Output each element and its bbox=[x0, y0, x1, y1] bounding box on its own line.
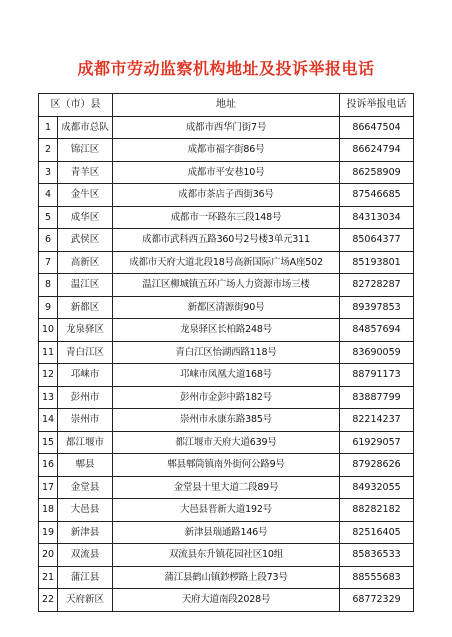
address-cell: 温江区柳城镇五环广场人力资源市场三楼 bbox=[113, 274, 340, 297]
table-row bbox=[39, 341, 414, 364]
district-cell: 新津县 bbox=[58, 521, 113, 544]
phone-cell: 84857694 bbox=[340, 319, 414, 342]
table-row bbox=[39, 274, 414, 297]
phone-cell: 86258909 bbox=[340, 161, 414, 184]
address-cell: 双流县东升镇花园社区10组 bbox=[113, 544, 340, 567]
row-number: 22 bbox=[39, 589, 58, 612]
address-cell: 蒲江县鹤山镇鈔椤路上段73号 bbox=[113, 566, 340, 589]
address-cell: 成都市平安巷10号 bbox=[113, 161, 340, 184]
row-number: 14 bbox=[39, 409, 58, 432]
district-cell: 高新区 bbox=[58, 251, 113, 274]
row-number: 5 bbox=[39, 206, 58, 229]
address-cell: 成都市茶店子西街36号 bbox=[113, 184, 340, 207]
table-header-row bbox=[39, 94, 414, 117]
row-number: 13 bbox=[39, 386, 58, 409]
district-cell: 都江堰市 bbox=[58, 431, 113, 454]
table-row bbox=[39, 521, 414, 544]
table-row bbox=[39, 409, 414, 432]
address-cell: 新津县瑞通路146号 bbox=[113, 521, 340, 544]
table-row bbox=[39, 184, 414, 207]
address-cell: 金堂县十里大道二段89号 bbox=[113, 476, 340, 499]
district-cell: 郫县 bbox=[58, 454, 113, 477]
phone-cell: 61929057 bbox=[340, 431, 414, 454]
district-cell: 彭州市 bbox=[58, 386, 113, 409]
row-number: 16 bbox=[39, 454, 58, 477]
document-title: 成都市劳动监察机构地址及投诉举报电话 bbox=[77, 59, 375, 78]
phone-cell: 68772329 bbox=[340, 589, 414, 612]
row-number: 6 bbox=[39, 229, 58, 252]
table-row bbox=[39, 229, 414, 252]
row-number: 18 bbox=[39, 499, 58, 522]
district-cell: 大邑县 bbox=[58, 499, 113, 522]
header-address: 地址 bbox=[113, 94, 340, 117]
phone-cell: 82516405 bbox=[340, 521, 414, 544]
phone-cell: 88791173 bbox=[340, 364, 414, 387]
address-cell: 成都市福字街86号 bbox=[113, 139, 340, 162]
phone-cell: 88282182 bbox=[340, 499, 414, 522]
table-row bbox=[39, 116, 414, 139]
phone-cell: 87546685 bbox=[340, 184, 414, 207]
table-row bbox=[39, 364, 414, 387]
row-number: 7 bbox=[39, 251, 58, 274]
address-cell: 天府大道南段2028号 bbox=[113, 589, 340, 612]
district-cell: 天府新区 bbox=[58, 589, 113, 612]
complaint-contacts-table bbox=[38, 93, 414, 612]
district-cell: 蒲江县 bbox=[58, 566, 113, 589]
address-cell: 青白江区怡湖西路118号 bbox=[113, 341, 340, 364]
district-cell: 金堂县 bbox=[58, 476, 113, 499]
table-row bbox=[39, 386, 414, 409]
row-number: 10 bbox=[39, 319, 58, 342]
table-row bbox=[39, 296, 414, 319]
address-cell: 成都市西华门街7号 bbox=[113, 116, 340, 139]
district-cell: 新都区 bbox=[58, 296, 113, 319]
table-row bbox=[39, 319, 414, 342]
table-row bbox=[39, 139, 414, 162]
district-cell: 青羊区 bbox=[58, 161, 113, 184]
phone-cell: 87928626 bbox=[340, 454, 414, 477]
phone-cell: 89397853 bbox=[340, 296, 414, 319]
district-cell: 邛崃市 bbox=[58, 364, 113, 387]
address-cell: 龙泉驿区长柏路248号 bbox=[113, 319, 340, 342]
row-number: 11 bbox=[39, 341, 58, 364]
header-phone: 投诉举报电话 bbox=[340, 94, 414, 117]
district-cell: 崇州市 bbox=[58, 409, 113, 432]
table-row bbox=[39, 566, 414, 589]
district-cell: 温江区 bbox=[58, 274, 113, 297]
district-cell: 成华区 bbox=[58, 206, 113, 229]
address-cell: 新都区清源街90号 bbox=[113, 296, 340, 319]
table-row bbox=[39, 499, 414, 522]
address-cell: 都江堰市天府大道639号 bbox=[113, 431, 340, 454]
row-number: 20 bbox=[39, 544, 58, 567]
row-number: 17 bbox=[39, 476, 58, 499]
address-cell: 崇州市永康东路385号 bbox=[113, 409, 340, 432]
row-number: 15 bbox=[39, 431, 58, 454]
row-number: 8 bbox=[39, 274, 58, 297]
row-number: 2 bbox=[39, 139, 58, 162]
address-cell: 邛崃市凤凰大道168号 bbox=[113, 364, 340, 387]
district-cell: 青白江区 bbox=[58, 341, 113, 364]
address-cell: 彭州市金彭中路182号 bbox=[113, 386, 340, 409]
phone-cell: 86647504 bbox=[340, 116, 414, 139]
table-row bbox=[39, 161, 414, 184]
row-number: 19 bbox=[39, 521, 58, 544]
district-cell: 金牛区 bbox=[58, 184, 113, 207]
district-cell: 双流县 bbox=[58, 544, 113, 567]
row-number: 4 bbox=[39, 184, 58, 207]
district-cell: 锦江区 bbox=[58, 139, 113, 162]
address-cell: 大邑县晋新大道192号 bbox=[113, 499, 340, 522]
phone-cell: 84313034 bbox=[340, 206, 414, 229]
address-cell: 成都市一环路东三段148号 bbox=[113, 206, 340, 229]
address-cell: 成都市天府大道北段18号高新国际广场A座502 bbox=[113, 251, 340, 274]
address-cell: 成都市武科西五路360号2号楼3单元311 bbox=[113, 229, 340, 252]
phone-cell: 86624794 bbox=[340, 139, 414, 162]
table-row bbox=[39, 544, 414, 567]
phone-cell: 83690059 bbox=[340, 341, 414, 364]
row-number: 9 bbox=[39, 296, 58, 319]
phone-cell: 82214237 bbox=[340, 409, 414, 432]
row-number: 21 bbox=[39, 566, 58, 589]
table-row bbox=[39, 431, 414, 454]
phone-cell: 85836533 bbox=[340, 544, 414, 567]
phone-cell: 83887799 bbox=[340, 386, 414, 409]
phone-cell: 85064377 bbox=[340, 229, 414, 252]
address-cell: 郫县郫筒镇南外街何公路9号 bbox=[113, 454, 340, 477]
table-row bbox=[39, 206, 414, 229]
table-row bbox=[39, 454, 414, 477]
header-district: 区（市）县 bbox=[39, 94, 113, 117]
phone-cell: 84932055 bbox=[340, 476, 414, 499]
row-number: 12 bbox=[39, 364, 58, 387]
district-cell: 武侯区 bbox=[58, 229, 113, 252]
phone-cell: 82728287 bbox=[340, 274, 414, 297]
table-row bbox=[39, 589, 414, 612]
row-number: 3 bbox=[39, 161, 58, 184]
row-number: 1 bbox=[39, 116, 58, 139]
phone-cell: 88555683 bbox=[340, 566, 414, 589]
phone-cell: 85193801 bbox=[340, 251, 414, 274]
table-row bbox=[39, 251, 414, 274]
district-cell: 龙泉驿区 bbox=[58, 319, 113, 342]
table-row bbox=[39, 476, 414, 499]
district-cell: 成都市总队 bbox=[58, 116, 113, 139]
